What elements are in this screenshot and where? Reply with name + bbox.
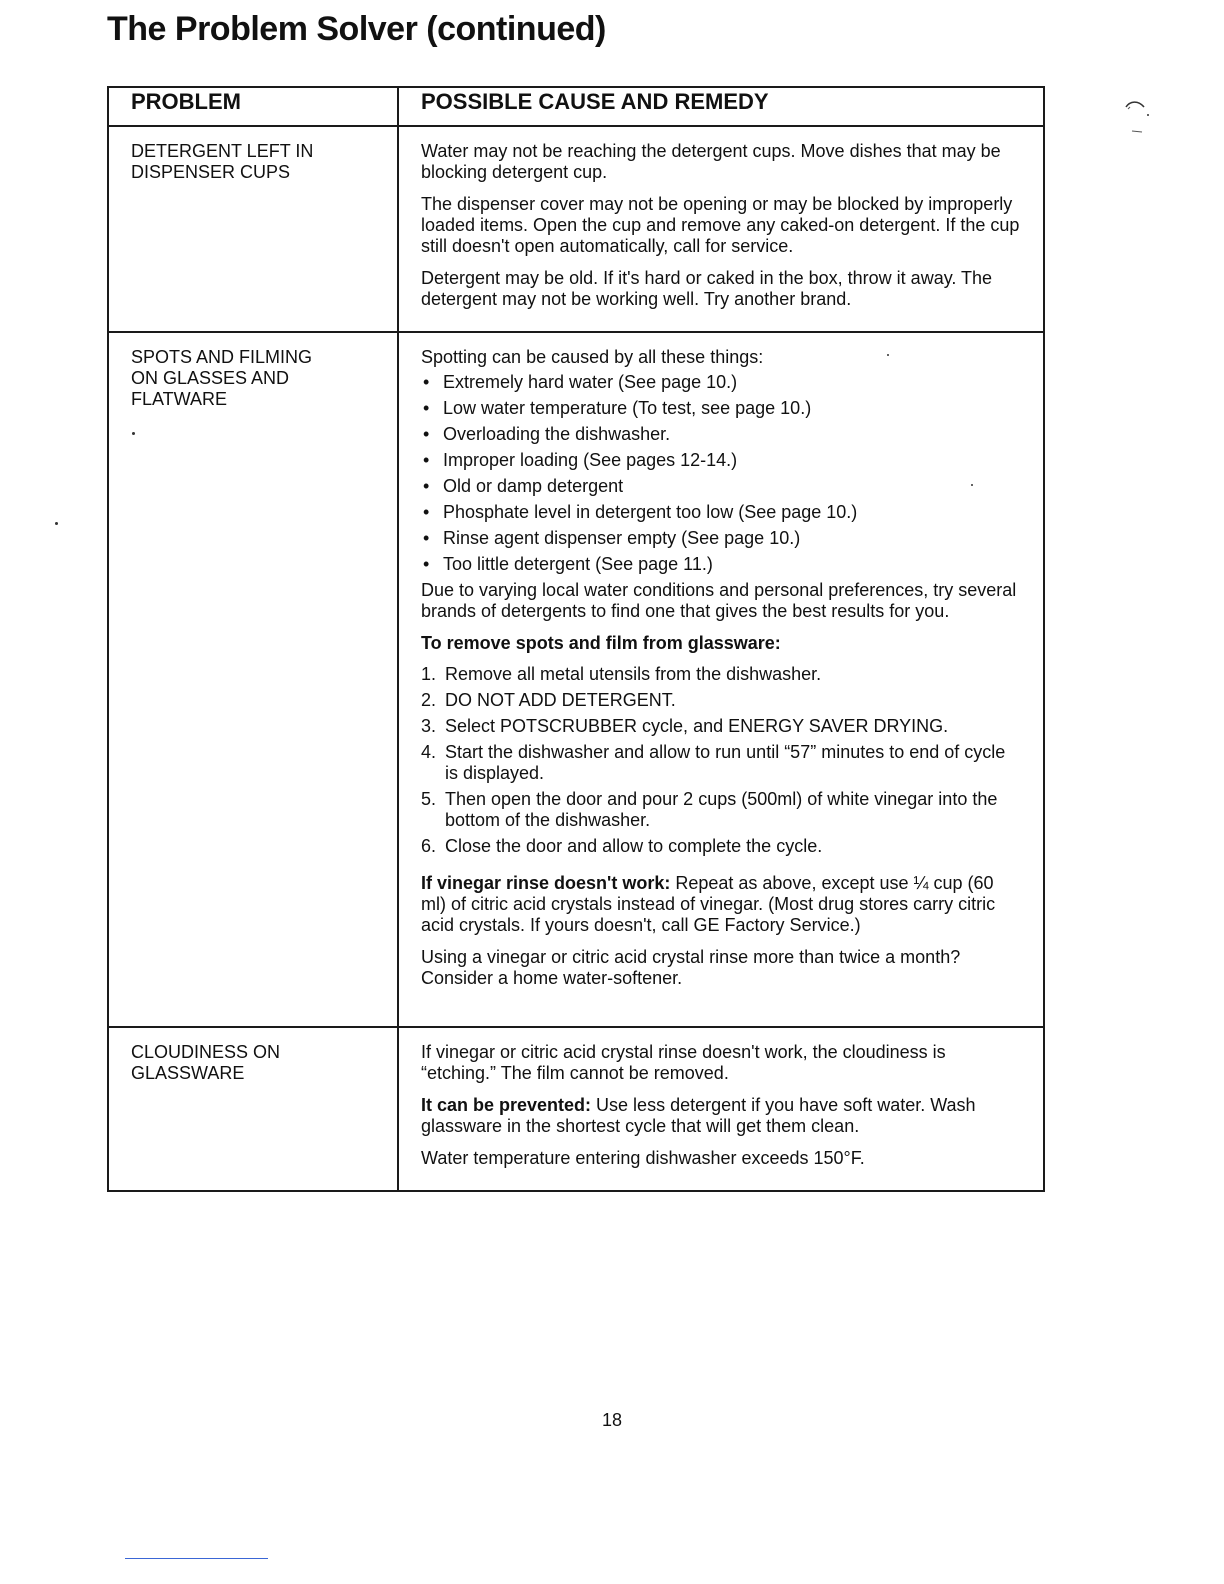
cell-spacer <box>421 1000 1023 1016</box>
step-number: 1. <box>421 664 437 684</box>
remedy-paragraph: The dispenser cover may not be opening or may be blocked by improperly loaded items. Open the cup and remove any caked-on detergent. If the cup still doesn't open automatically, call for service. <box>421 194 1020 256</box>
problem-solver-table <box>107 86 1045 1192</box>
remedy-paragraph: Detergent may be old. If it's hard or caked in the box, throw it away. The detergent may not be working well. Try another brand. <box>421 268 993 309</box>
remedy-cell <box>398 332 1044 1027</box>
list-item <box>421 664 1023 685</box>
prevent-paragraph <box>421 1095 1023 1137</box>
step-number: 5. <box>421 789 437 809</box>
header-cause-remedy: POSSIBLE CAUSE AND REMEDY <box>398 87 1044 126</box>
remedy-paragraph: Water temperature entering dishwasher exceeds 150°F. <box>421 1148 865 1168</box>
header-problem: PROBLEM <box>108 87 398 126</box>
list-item: • Extremely hard water (See page 10.) <box>421 372 1023 393</box>
step-text: Then open the door and pour 2 cups (500ml) of white vinegar into the bottom of the dishwasher. <box>445 789 998 830</box>
softener-paragraph: Using a vinegar or citric acid crystal rinse more than twice a month? Consider a home water-softener. <box>421 947 961 988</box>
vinegar-text: Repeat as above, except use ¼ cup (60 ml) of citric acid crystals instead of vinegar. (Most drug stores carry citric acid crystals. If yours doesn't, call GE Factory Service.) <box>421 873 996 935</box>
list-item <box>421 836 1023 857</box>
list-item <box>421 690 1023 711</box>
remedy-paragraph: Water may not be reaching the detergent cups. Move dishes that may be blocking detergent cup. <box>421 141 1001 182</box>
scan-dot <box>971 484 973 486</box>
remedy-note: Due to varying local water conditions and personal preferences, try several brands of detergents to find one that gives the best results for you. <box>421 580 1017 621</box>
scan-dot <box>55 522 58 525</box>
problem-cell <box>108 332 398 1027</box>
step-text: Select POTSCRUBBER cycle, and ENERGY SAVER DRYING. <box>445 716 949 736</box>
page-title: The Problem Solver (continued) <box>107 10 606 48</box>
scan-dot <box>132 432 135 435</box>
table-row <box>108 1027 1044 1191</box>
vinegar-lead: If vinegar rinse doesn't work: <box>421 873 671 893</box>
step-text: DO NOT ADD DETERGENT. <box>445 690 676 710</box>
table-row <box>108 126 1044 332</box>
step-number: 6. <box>421 836 437 856</box>
prevent-lead: It can be prevented: <box>421 1095 592 1115</box>
list-item <box>421 742 1023 784</box>
scan-dot <box>887 354 889 356</box>
list-item: • Improper loading (See pages 12-14.) <box>421 450 1023 471</box>
footer-rule <box>125 1558 268 1559</box>
problem-label: CLOUDINESS ON GLASSWARE <box>131 1042 281 1083</box>
table-header-row <box>108 87 1044 126</box>
remedy-intro: Spotting can be caused by all these things: <box>421 347 764 367</box>
cause-list <box>421 372 1023 575</box>
problem-cell <box>108 1027 398 1191</box>
list-item: • Too little detergent (See page 11.) <box>421 554 1023 575</box>
list-item: • Overloading the dishwasher. <box>421 424 1023 445</box>
list-item: • Rinse agent dispenser empty (See page 10.) <box>421 528 1023 549</box>
page-number: 18 <box>601 1410 623 1430</box>
steps-list <box>421 664 1023 857</box>
list-item: • Old or damp detergent <box>421 476 1023 497</box>
problem-label: DETERGENT LEFT IN DISPENSER CUPS <box>131 141 314 182</box>
scan-artifact-icon <box>1118 95 1152 139</box>
remedy-cell <box>398 1027 1044 1191</box>
step-number: 3. <box>421 716 437 736</box>
table-row <box>108 332 1044 1027</box>
problem-cell <box>108 126 398 332</box>
list-item <box>421 716 1023 737</box>
list-item: • Phosphate level in detergent too low (See page 10.) <box>421 502 1023 523</box>
step-text: Start the dishwasher and allow to run until “57” minutes to end of cycle is displayed. <box>445 742 1006 783</box>
list-item <box>421 789 1023 831</box>
remedy-paragraph: If vinegar or citric acid crystal rinse doesn't work, the cloudiness is “etching.” The film cannot be removed. <box>421 1042 946 1083</box>
step-text: Close the door and allow to complete the cycle. <box>445 836 823 856</box>
remedy-cell <box>398 126 1044 332</box>
step-number: 4. <box>421 742 437 762</box>
steps-heading: To remove spots and film from glassware: <box>421 633 781 653</box>
prevent-text: Use less detergent if you have soft water. Wash glassware in the shortest cycle that will get them clean. <box>421 1095 976 1136</box>
vinegar-paragraph <box>421 873 1023 936</box>
step-text: Remove all metal utensils from the dishwasher. <box>445 664 822 684</box>
list-item: • Low water temperature (To test, see page 10.) <box>421 398 1023 419</box>
problem-label: SPOTS AND FILMING ON GLASSES AND FLATWARE <box>131 347 313 409</box>
step-number: 2. <box>421 690 437 710</box>
